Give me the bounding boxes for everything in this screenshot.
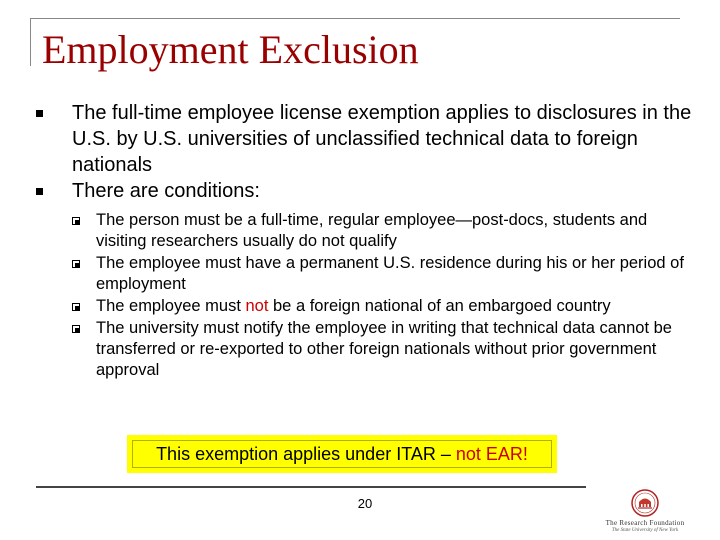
foundation-logo xyxy=(598,488,692,538)
sub-bullet-item xyxy=(36,318,696,381)
bullet-item xyxy=(36,178,696,204)
foundation-seal-icon xyxy=(628,488,662,518)
footer-rule xyxy=(36,486,586,488)
square-bullet-icon xyxy=(36,188,43,195)
callout-text-before: This exemption applies under ITAR – xyxy=(156,443,451,464)
hollow-square-bullet-icon xyxy=(72,217,80,225)
sub-bullet-text: The person must be a full-time, regular employee—post-docs, students and visiting researchers usually do not qualify xyxy=(96,211,648,250)
logo-org-name: The Research Foundation xyxy=(605,519,685,527)
square-bullet-icon xyxy=(36,110,43,117)
sub-bullet-list xyxy=(36,210,696,381)
sub-bullet-text-before: The employee must xyxy=(96,297,246,315)
sub-bullet-text-after: be a foreign national of an embargoed country xyxy=(268,297,611,315)
sub-bullet-text: The university must notify the employee in writing that technical data cannot be transferred or re-exported to other foreign nationals without prior government approval xyxy=(96,319,672,379)
callout-text xyxy=(132,440,552,468)
slide-title: Employment Exclusion xyxy=(42,27,419,72)
callout-box xyxy=(127,435,557,473)
sub-bullet-item xyxy=(36,296,696,317)
hollow-square-bullet-icon xyxy=(72,260,80,268)
title-frame-top-rule xyxy=(30,18,680,19)
page-number: 20 xyxy=(357,496,373,511)
bullet-text: The full-time employee license exemption applies to disclosures in the U.S. by U.S. universities of unclassified technical data to foreign nationals xyxy=(72,102,692,176)
emphasis-not: not xyxy=(245,297,269,315)
title-frame-left-rule xyxy=(30,18,31,66)
bullet-item xyxy=(36,100,696,178)
hollow-square-bullet-icon xyxy=(72,303,80,311)
sub-bullet-item xyxy=(36,253,696,295)
slide-content xyxy=(36,100,696,382)
sub-bullet-text: The employee must have a permanent U.S. residence during his or her period of employment xyxy=(96,254,684,293)
sub-bullet-item xyxy=(36,210,696,252)
hollow-square-bullet-icon xyxy=(72,325,80,333)
bullet-text: There are conditions: xyxy=(72,180,260,202)
logo-sub-org-name: The State University of New York xyxy=(611,528,679,533)
callout-emphasis: not EAR! xyxy=(455,443,528,464)
